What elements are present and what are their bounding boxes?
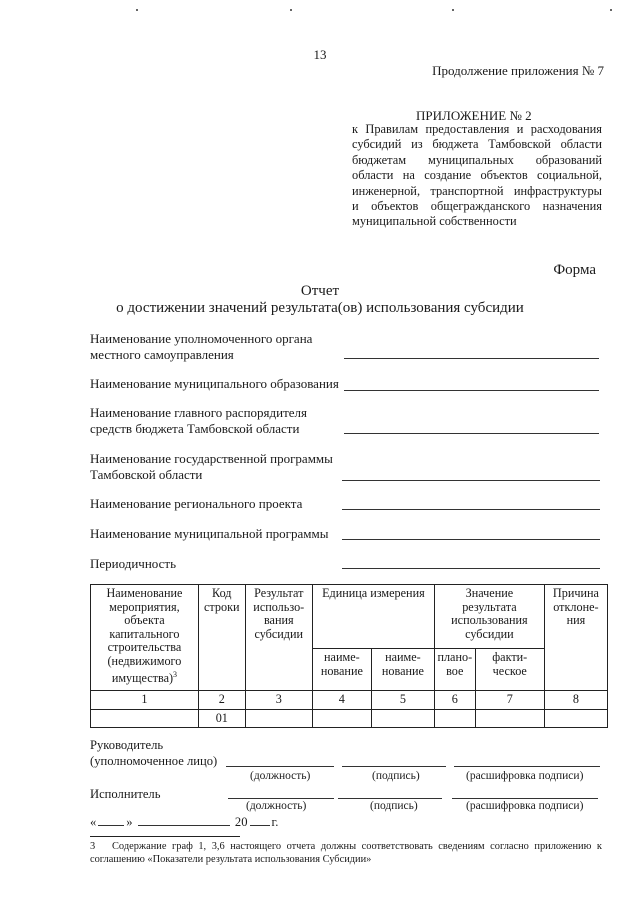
header-unit-name-1: наиме- нование — [312, 649, 371, 691]
header-activity: Наименование мероприятия, объекта капитального строительства (недвижимого имущества)$^3$ — [91, 585, 199, 691]
header-unit-name-2: наиме- нование — [371, 649, 434, 691]
appendix-line: к Правилам предоставления и расходования — [352, 122, 602, 136]
col-number: 8 — [544, 691, 607, 710]
head-signature-caption: (подпись) — [372, 770, 420, 782]
field-label-program: Наименование государственной программы Тамбовской области — [90, 451, 333, 482]
field-line-program[interactable] — [342, 480, 600, 481]
executor-decoding-caption: (расшифровка подписи) — [466, 800, 584, 812]
header-row-code: Код строки — [198, 585, 245, 691]
executor-signature-line[interactable] — [338, 798, 442, 799]
executor-position-line[interactable] — [228, 798, 334, 799]
executor-position-caption: (должность) — [246, 800, 307, 812]
appendix-line: муниципальной собственности — [352, 214, 517, 229]
field-label-manager: Наименование главного распорядителя средств бюджета Тамбовской области — [90, 405, 307, 436]
field-line-regional[interactable] — [342, 509, 600, 510]
table-cell[interactable] — [544, 709, 607, 728]
header-reason: Причина отклоне- ния — [544, 585, 607, 691]
head-signature-line[interactable] — [342, 766, 446, 767]
head-label: Руководитель — [90, 738, 164, 752]
field-label-regional: Наименование регионального проекта — [90, 496, 303, 511]
header-planned: плано- вое — [434, 649, 475, 691]
appendix-title: ПРИЛОЖЕНИЕ № 2 — [416, 108, 532, 123]
executor-signature-caption: (подпись) — [370, 800, 418, 812]
col-number: 5 — [371, 691, 434, 710]
appendix-line: инженерной, транспортной инфраструктуры — [352, 183, 602, 198]
date-month-line[interactable] — [138, 825, 230, 826]
header-unit: Единица измерения — [312, 585, 434, 649]
appendix-line: и объектов общегражданского назначения — [352, 199, 602, 214]
field-line-periodicity[interactable] — [342, 568, 600, 569]
appendix-line: области на создание объектов социальной, — [352, 168, 602, 183]
table-cell[interactable] — [475, 709, 544, 728]
col-number: 7 — [475, 691, 544, 710]
footnote-number: 3 — [90, 841, 96, 852]
appendix-line: субсидий из бюджета Тамбовской области — [352, 137, 602, 152]
field-label-organ: Наименование уполномоченного органа местного самоуправления — [90, 331, 313, 362]
head-label-sub: (уполномоченное лицо) — [90, 754, 218, 768]
col-number: 6 — [434, 691, 475, 710]
field-label-municipal-program: Наименование муниципальной программы — [90, 526, 329, 541]
col-number: 1 — [91, 691, 199, 710]
executor-decoding-line[interactable] — [452, 798, 598, 799]
field-label-municipal: Наименование муниципального образования — [90, 376, 339, 391]
executor-label: Исполнитель — [90, 787, 161, 801]
header-result: Результат использо- вания субсидии — [245, 585, 312, 691]
report-title-line2: о достижении значений результата(ов) использования субсидии — [116, 300, 524, 316]
field-line-manager[interactable] — [344, 433, 599, 434]
head-decoding-caption: (расшифровка подписи) — [466, 770, 584, 782]
header-actual: факти- ческое — [475, 649, 544, 691]
page-number: 13 — [313, 47, 327, 62]
header-value: Значение результата использования субсидии — [434, 585, 544, 649]
report-title — [0, 283, 640, 317]
footnote-rule — [90, 836, 240, 837]
results-table — [90, 584, 608, 728]
date-line: « » 20 г. — [90, 815, 279, 829]
col-number: 2 — [198, 691, 245, 710]
field-line-municipal-program[interactable] — [342, 539, 600, 540]
continuation-note: Продолжение приложения № 7 — [432, 63, 604, 78]
footnote — [90, 841, 602, 866]
table-cell-row-code: 01 — [198, 709, 245, 728]
field-label-periodicity: Периодичность — [90, 556, 177, 571]
form-label: Форма — [553, 262, 596, 278]
field-line-municipal[interactable] — [344, 390, 599, 391]
table-cell[interactable] — [312, 709, 371, 728]
appendix-description — [352, 122, 602, 230]
date-day-line[interactable] — [98, 825, 124, 826]
table-cell[interactable] — [245, 709, 312, 728]
date-year-line[interactable] — [250, 825, 270, 826]
footnote-text: Содержание граф 1, 3,6 настоящего отчета должны соответствовать сведениям согласно приложению к соглашению «Показатели результата использования Субсидии» — [90, 841, 602, 865]
report-title-line1: Отчет — [300, 283, 340, 299]
col-number: 4 — [312, 691, 371, 710]
head-decoding-line[interactable] — [454, 766, 600, 767]
appendix-line: бюджетам муниципальных образований — [352, 152, 602, 167]
field-line-organ[interactable] — [344, 358, 599, 359]
col-number: 3 — [245, 691, 312, 710]
head-position-caption: (должность) — [250, 770, 311, 782]
table-cell[interactable] — [434, 709, 475, 728]
table-cell[interactable] — [371, 709, 434, 728]
table-cell[interactable] — [91, 709, 199, 728]
head-position-line[interactable] — [226, 766, 334, 767]
